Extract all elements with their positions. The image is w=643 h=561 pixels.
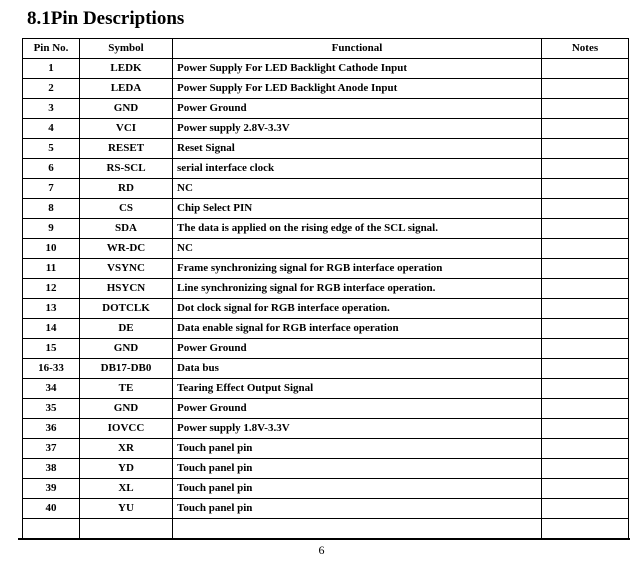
functional-cell: Power Ground bbox=[173, 99, 542, 119]
pin-number-cell bbox=[23, 519, 80, 539]
pin-number-cell: 2 bbox=[23, 79, 80, 99]
table-row bbox=[23, 359, 629, 379]
notes-cell bbox=[542, 379, 629, 399]
pin-number-cell: 14 bbox=[23, 319, 80, 339]
notes-cell bbox=[542, 119, 629, 139]
table-row bbox=[23, 479, 629, 499]
functional-cell: Touch panel pin bbox=[173, 459, 542, 479]
notes-cell bbox=[542, 399, 629, 419]
functional-cell: Data enable signal for RGB interface operation bbox=[173, 319, 542, 339]
section-title: 8.1Pin Descriptions bbox=[27, 8, 185, 29]
functional-cell: NC bbox=[173, 179, 542, 199]
pin-number-cell: 13 bbox=[23, 299, 80, 319]
header-symbol: Symbol bbox=[80, 39, 173, 59]
table-row bbox=[23, 159, 629, 179]
symbol-cell: YD bbox=[80, 459, 173, 479]
notes-cell bbox=[542, 319, 629, 339]
symbol-cell: GND bbox=[80, 339, 173, 359]
symbol-cell: XR bbox=[80, 439, 173, 459]
notes-cell bbox=[542, 419, 629, 439]
table-row bbox=[23, 519, 629, 539]
symbol-cell: XL bbox=[80, 479, 173, 499]
functional-cell: Power supply 1.8V-3.3V bbox=[173, 419, 542, 439]
table-row bbox=[23, 179, 629, 199]
table-row bbox=[23, 299, 629, 319]
table-row bbox=[23, 79, 629, 99]
pin-number-cell: 35 bbox=[23, 399, 80, 419]
table-row bbox=[23, 399, 629, 419]
pin-number-cell: 3 bbox=[23, 99, 80, 119]
table-row bbox=[23, 239, 629, 259]
pin-number-cell: 10 bbox=[23, 239, 80, 259]
notes-cell bbox=[542, 359, 629, 379]
notes-cell bbox=[542, 439, 629, 459]
pin-number-cell: 38 bbox=[23, 459, 80, 479]
symbol-cell: DB17-DB0 bbox=[80, 359, 173, 379]
table-row bbox=[23, 139, 629, 159]
notes-cell bbox=[542, 279, 629, 299]
notes-cell bbox=[542, 259, 629, 279]
table-row bbox=[23, 119, 629, 139]
pin-number-cell: 12 bbox=[23, 279, 80, 299]
functional-cell: Touch panel pin bbox=[173, 479, 542, 499]
notes-cell bbox=[542, 239, 629, 259]
notes-cell bbox=[542, 519, 629, 539]
table-row bbox=[23, 339, 629, 359]
functional-cell: Data bus bbox=[173, 359, 542, 379]
symbol-cell: DOTCLK bbox=[80, 299, 173, 319]
pin-number-cell: 40 bbox=[23, 499, 80, 519]
functional-cell: Power Supply For LED Backlight Anode Input bbox=[173, 79, 542, 99]
symbol-cell: RESET bbox=[80, 139, 173, 159]
pin-number-cell: 6 bbox=[23, 159, 80, 179]
table-row bbox=[23, 379, 629, 399]
table-row bbox=[23, 59, 629, 79]
notes-cell bbox=[542, 179, 629, 199]
notes-cell bbox=[542, 479, 629, 499]
symbol-cell: VCI bbox=[80, 119, 173, 139]
pin-number-cell: 37 bbox=[23, 439, 80, 459]
table-row bbox=[23, 199, 629, 219]
table-row bbox=[23, 99, 629, 119]
notes-cell bbox=[542, 459, 629, 479]
symbol-cell: LEDA bbox=[80, 79, 173, 99]
symbol-cell: TE bbox=[80, 379, 173, 399]
pin-number-cell: 11 bbox=[23, 259, 80, 279]
pin-number-cell: 4 bbox=[23, 119, 80, 139]
notes-cell bbox=[542, 199, 629, 219]
header-notes: Notes bbox=[542, 39, 629, 59]
symbol-cell: YU bbox=[80, 499, 173, 519]
notes-cell bbox=[542, 299, 629, 319]
pin-number-cell: 39 bbox=[23, 479, 80, 499]
symbol-cell: DE bbox=[80, 319, 173, 339]
table-header-row bbox=[23, 39, 629, 59]
notes-cell bbox=[542, 219, 629, 239]
functional-cell: Reset Signal bbox=[173, 139, 542, 159]
table-row bbox=[23, 439, 629, 459]
functional-cell: serial interface clock bbox=[173, 159, 542, 179]
page-number: 6 bbox=[318, 543, 325, 557]
notes-cell bbox=[542, 499, 629, 519]
pin-number-cell: 36 bbox=[23, 419, 80, 439]
header-functional: Functional bbox=[173, 39, 542, 59]
symbol-cell bbox=[80, 519, 173, 539]
functional-cell: Power supply 2.8V-3.3V bbox=[173, 119, 542, 139]
symbol-cell: RS-SCL bbox=[80, 159, 173, 179]
symbol-cell: IOVCC bbox=[80, 419, 173, 439]
pin-number-cell: 8 bbox=[23, 199, 80, 219]
table-row bbox=[23, 319, 629, 339]
functional-cell: Power Ground bbox=[173, 339, 542, 359]
symbol-cell: WR-DC bbox=[80, 239, 173, 259]
table-row bbox=[23, 279, 629, 299]
table-row bbox=[23, 499, 629, 519]
notes-cell bbox=[542, 79, 629, 99]
functional-cell: Power Supply For LED Backlight Cathode Input bbox=[173, 59, 542, 79]
footer-divider bbox=[18, 538, 630, 540]
symbol-cell: HSYCN bbox=[80, 279, 173, 299]
notes-cell bbox=[542, 59, 629, 79]
table-row bbox=[23, 419, 629, 439]
functional-cell: Power Ground bbox=[173, 399, 542, 419]
pin-number-cell: 1 bbox=[23, 59, 80, 79]
table-row bbox=[23, 459, 629, 479]
pin-number-cell: 9 bbox=[23, 219, 80, 239]
pin-descriptions-table bbox=[22, 38, 629, 539]
symbol-cell: RD bbox=[80, 179, 173, 199]
symbol-cell: VSYNC bbox=[80, 259, 173, 279]
notes-cell bbox=[542, 159, 629, 179]
notes-cell bbox=[542, 99, 629, 119]
functional-cell: NC bbox=[173, 239, 542, 259]
table-row bbox=[23, 259, 629, 279]
notes-cell bbox=[542, 339, 629, 359]
functional-cell: Touch panel pin bbox=[173, 499, 542, 519]
functional-cell: The data is applied on the rising edge of the SCL signal. bbox=[173, 219, 542, 239]
notes-cell bbox=[542, 139, 629, 159]
table-body bbox=[23, 59, 629, 539]
pin-number-cell: 7 bbox=[23, 179, 80, 199]
header-pin-no: Pin No. bbox=[23, 39, 80, 59]
functional-cell: Touch panel pin bbox=[173, 439, 542, 459]
symbol-cell: GND bbox=[80, 399, 173, 419]
functional-cell bbox=[173, 519, 542, 539]
table-row bbox=[23, 219, 629, 239]
functional-cell: Dot clock signal for RGB interface operation. bbox=[173, 299, 542, 319]
symbol-cell: SDA bbox=[80, 219, 173, 239]
symbol-cell: GND bbox=[80, 99, 173, 119]
symbol-cell: CS bbox=[80, 199, 173, 219]
functional-cell: Frame synchronizing signal for RGB interface operation bbox=[173, 259, 542, 279]
functional-cell: Tearing Effect Output Signal bbox=[173, 379, 542, 399]
pin-number-cell: 34 bbox=[23, 379, 80, 399]
pin-number-cell: 5 bbox=[23, 139, 80, 159]
symbol-cell: LEDK bbox=[80, 59, 173, 79]
pin-number-cell: 15 bbox=[23, 339, 80, 359]
functional-cell: Line synchronizing signal for RGB interface operation. bbox=[173, 279, 542, 299]
functional-cell: Chip Select PIN bbox=[173, 199, 542, 219]
pin-number-cell: 16-33 bbox=[23, 359, 80, 379]
